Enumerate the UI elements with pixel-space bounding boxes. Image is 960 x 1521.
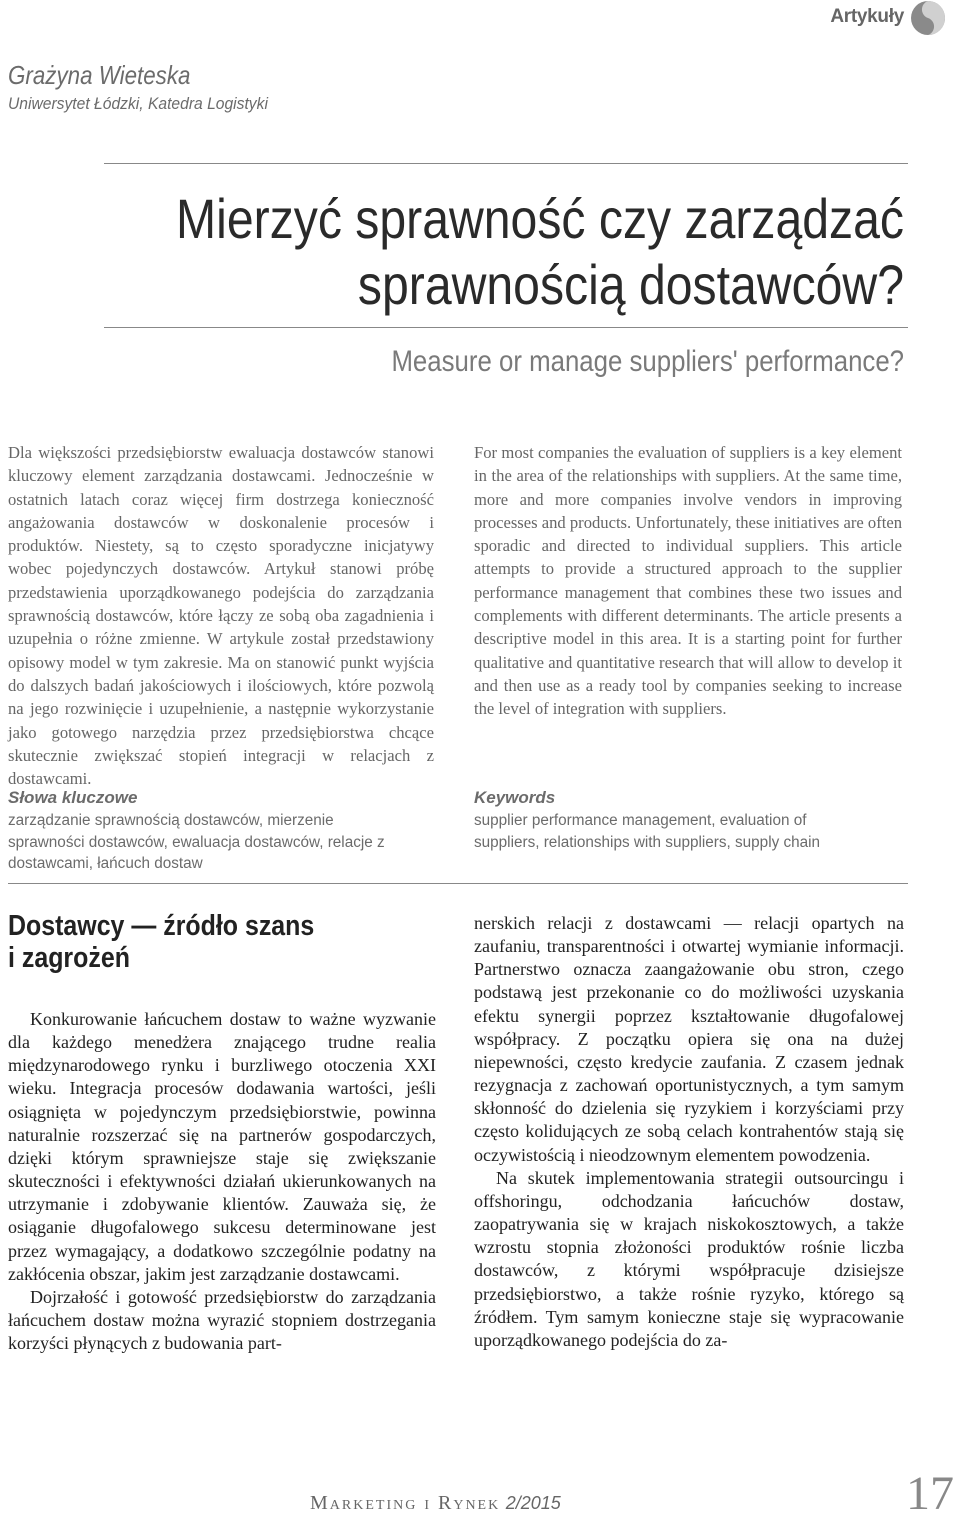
paragraph: Na skutek implementowania strategii outsourcingu i offshoringu, odchodzania łańcuchów dostaw, zaopatrywania się w krajach niskokosztowych, a także wzrostu stopnia złożoności produktów rośnie liczba dostawców, z którymi współpracuje dzisiejsze przedsiębiorstwo, a także rośnie ryzyko, którego są źródłem. Tym samym konieczne staje się wypracowanie uporządkowanego podejścia do za-: [474, 1167, 904, 1350]
paragraph: Dojrzałość i gotowość przedsiębiorstw do zarządzania łańcuchem dostaw można wyrazić stopniem dostrzegania korzyści płynących z budowania part-: [8, 1286, 436, 1354]
body-column-right: [474, 912, 904, 1352]
journal-footer: [310, 1492, 561, 1515]
section-heading-line: i zagrożeń: [8, 942, 130, 974]
section-heading: [8, 910, 314, 974]
page-number: 17: [906, 1467, 954, 1520]
section-heading-line: Dostawcy — źródło szans: [8, 910, 315, 942]
keywords-heading: Keywords: [474, 788, 556, 807]
section-logo-icon: [910, 0, 946, 36]
journal-issue: 2/2015: [505, 1493, 561, 1513]
paragraph: Konkurowanie łańcuchem dostaw to ważne wyzwanie dla każdego menedżera znającego trudne realia międzynarodowego rynku i burzliwego otoczenia XXI wieku. Integracja procesów dodawania wartości, jeśli osiągnięta w pojedynczym przedsiębiorstwie, powinna naturalnie rozszerzać się na partnerów gospodarczych, dzięki którym sprawniejsze staje się zwiększanie skuteczności i efektywności działań ukierunkowanych na utrzymanie i zdobywanie klientów. Zauważa się, że osiąganie długofalowego sukcesu determinowane jest przez wymagający, a dodatkowo szczególnie podatny na zakłócenia obszar, jakim jest zarządzanie dostawcami.: [8, 1009, 436, 1284]
page-subtitle: Measure or manage suppliers' performance?: [391, 345, 904, 378]
abstract-english: For most companies the evaluation of suppliers is a key element in the area of the relationships with suppliers. At the same time, more and more companies involve vendors in improving processes and products. Unfortunately, these initiatives are often sporadic and directed to individual suppliers. This article attempts to provide a structured approach to the supplier performance management that combines these two issues and complements with different determinants. The article presents a descriptive model in this area. It is a starting point for further qualitative and quantitative research that will allow to develop it and then use as a ready tool by companies seeking to increase the level of integration with suppliers.: [474, 443, 902, 719]
author-name: Grażyna Wieteska: [8, 60, 191, 90]
keywords-text: zarządzanie sprawnością dostawców, mierzenie sprawności dostawców, ewaluacja dostawców, relacje z dostawcami, łańcuch dostaw: [8, 812, 385, 872]
divider: [104, 327, 908, 328]
divider: [8, 883, 908, 884]
section-label: Artykuły: [830, 6, 904, 27]
page-title: [147, 186, 904, 318]
abstract-polish: Dla większości przedsiębiorstw ewaluacja dostawców stanowi kluczowy element zarządzania dostawcami. Jednocześnie w ostatnich latach coraz więcej firm dostrzega konieczność angażowania dostawców w doskonalenie procesów i produktów. Niestety, są to często sporadyczne inicjatywy wobec pojedynczych dostawców. Artykuł stanowi próbę przedstawienia uporządkowanego podejścia do zarządzania sprawnością dostawców, które łączy ze sobą oba zagadnienia i uzupełnia o różne zmienne. W artykule został przedstawiony opisowy model w tym zakresie. Ma on stanowić punkt wyjścia do dalszych badań jakościowych i ilościowych, które pozwolą na jego rozwinięcie i uzupełnienie, a następnie wykorzystanie jako gotowego narzędzia przez przedsiębiorstwa chcące skutecznie zwiększać stopień integracji w relacjach z dostawcami.: [8, 443, 434, 789]
title-line: Mierzyć sprawność czy zarządzać: [176, 187, 905, 250]
keywords-heading: Słowa kluczowe: [8, 788, 138, 807]
divider: [104, 163, 908, 164]
body-column-left: [8, 1008, 436, 1355]
keywords-text: supplier performance management, evaluation of suppliers, relationships with suppliers, supply chain: [474, 812, 821, 851]
title-line: sprawnością dostawców?: [357, 253, 904, 316]
keywords-polish: [8, 788, 428, 875]
keywords-english: [474, 788, 894, 853]
paragraph: nerskich relacji z dostawcami — relacji opartych na zaufaniu, transparentności i otwartej wymianie informacji. Partnerstwo oznacza zaangażowanie obu stron, czego podstawą jest przekonanie co do możliwości uzyskania efektu synergii poprzez kształtowanie długofalowej współpracy. Z początku opiera się ona na dużej niepewności, często kredycie zaufania. Z czasem jednak rezygnacja z zachowań oportunistycznych, a tym samym skłonność do dzielenia się ryzykiem i korzyściami przy często kolidujących ze sobą celach kontrahentów stają się oczywistością i nieodzownym elementem powodzenia.: [474, 913, 904, 1165]
journal-name: Marketing i Rynek: [310, 1492, 501, 1514]
author-affiliation: Uniwersytet Łódzki, Katedra Logistyki: [8, 94, 268, 113]
